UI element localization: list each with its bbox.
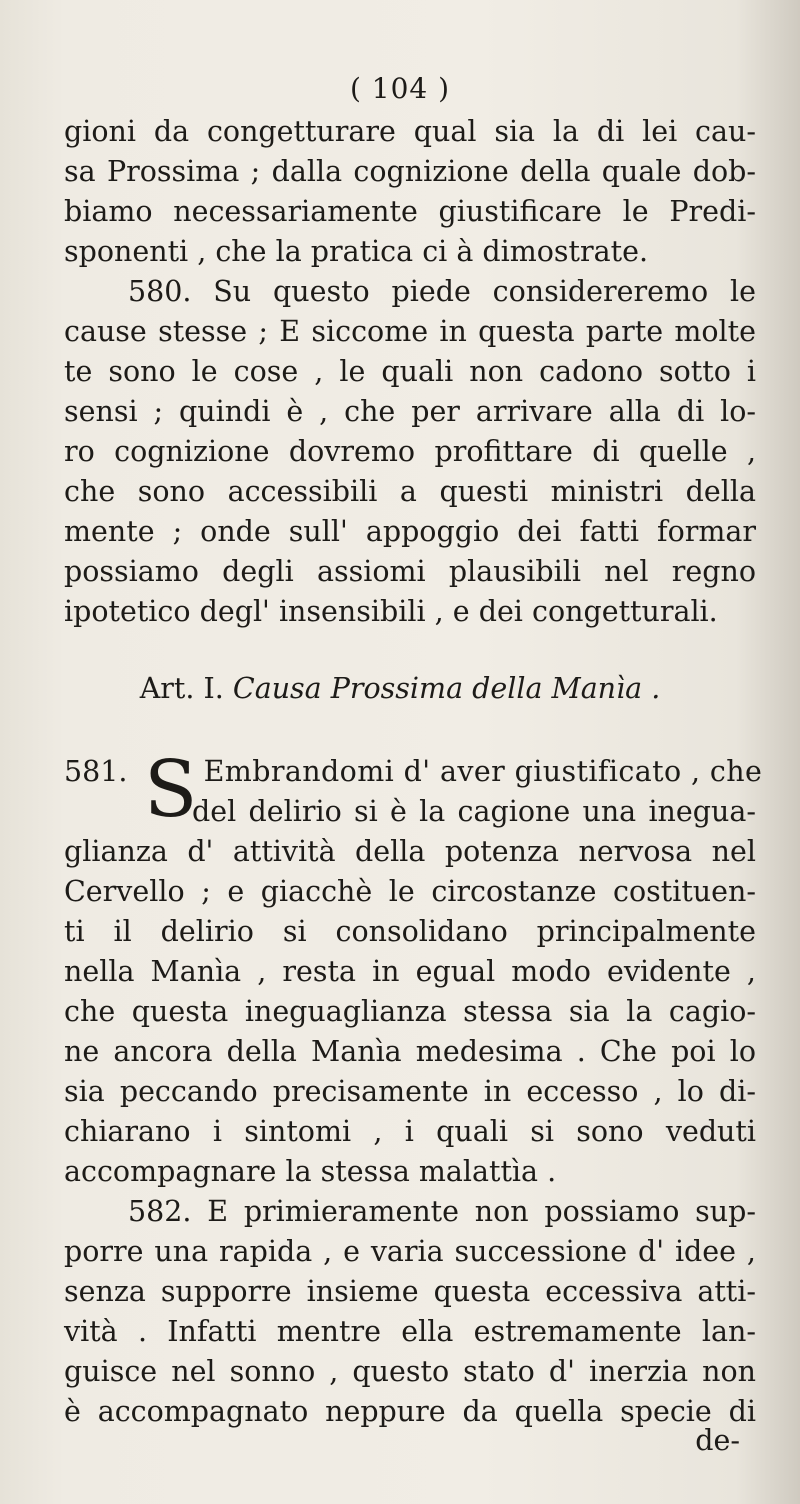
article-heading <box>0 672 800 705</box>
paragraph-continuation <box>64 112 756 272</box>
text-line: accompagnare la stessa malattìa . <box>64 1155 557 1188</box>
text-line: ro cognizione dovremo profittare di quelle , <box>64 435 756 468</box>
paragraph-number: 581. <box>64 755 128 788</box>
article-number: Art. I. <box>139 672 224 705</box>
text-line: sponenti , che la pratica ci à dimostrate. <box>64 235 648 268</box>
text-line: te sono le cose , le quali non cadono sotto i <box>64 355 756 388</box>
page-number: ( 104 ) <box>349 72 451 105</box>
drop-cap: S <box>144 745 198 835</box>
text-line: vità . Infatti mentre ella estremamente lan- <box>64 1315 756 1348</box>
text-line: che sono accessibili a questi ministri della <box>64 475 756 508</box>
article-title: Causa Prossima della Manìa . <box>232 672 661 705</box>
text-line: porre una rapida , e varia successione d' idee , <box>64 1235 756 1268</box>
text-line: cause stesse ; E siccome in questa parte molte <box>64 315 756 348</box>
text-line: sa Prossima ; dalla cognizione della quale dob- <box>64 155 756 188</box>
text-line: senza supporre insieme questa eccessiva atti- <box>64 1275 756 1308</box>
text-line: possiamo degli assiomi plausibili nel regno <box>64 555 756 588</box>
text-line: glianza d' attività della potenza nervosa nel <box>64 835 756 868</box>
text-line: 582. E primieramente non possiamo sup- <box>128 1195 756 1228</box>
first-line-text: Embrandomi d' aver giustificato , che <box>203 755 763 788</box>
text-line: sensi ; quindi è , che per arrivare alla di lo- <box>64 395 756 428</box>
text-line: 580. Su questo piede considereremo le <box>128 275 756 308</box>
text-line: del delirio si è la cagione una inegua- <box>192 795 756 828</box>
paragraph-580 <box>64 272 756 632</box>
text-line: biamo necessariamente giustificare le Predi- <box>64 195 756 228</box>
text-line: chiarano i sintomi , i quali si sono veduti <box>64 1115 756 1148</box>
text-line: guisce nel sonno , questo stato d' inerzia non <box>64 1355 756 1388</box>
text-line: Cervello ; e giacchè le circostanze costituen- <box>64 875 756 908</box>
text-line: che questa ineguaglianza stessa sia la cagio- <box>64 995 756 1028</box>
text-line: gioni da congetturare qual sia la di lei cau- <box>64 115 756 148</box>
text-line: è accompagnato neppure da quella specie di <box>64 1395 756 1428</box>
text-line: mente ; onde sull' appoggio dei fatti formar <box>64 515 756 548</box>
paragraph-582 <box>64 1192 756 1432</box>
catchword: de- <box>695 1424 740 1457</box>
text-line: ti il delirio si consolidano principalmente <box>64 915 756 948</box>
text-line: sia peccando precisamente in eccesso , lo di- <box>64 1075 756 1108</box>
text-line: ipotetico degl' insensibili , e dei congetturali. <box>64 595 718 628</box>
paragraph-581 <box>64 745 763 1192</box>
text-line: nella Manìa , resta in egual modo evidente , <box>64 955 756 988</box>
text-line: ne ancora della Manìa medesima . Che poi lo <box>64 1035 756 1068</box>
